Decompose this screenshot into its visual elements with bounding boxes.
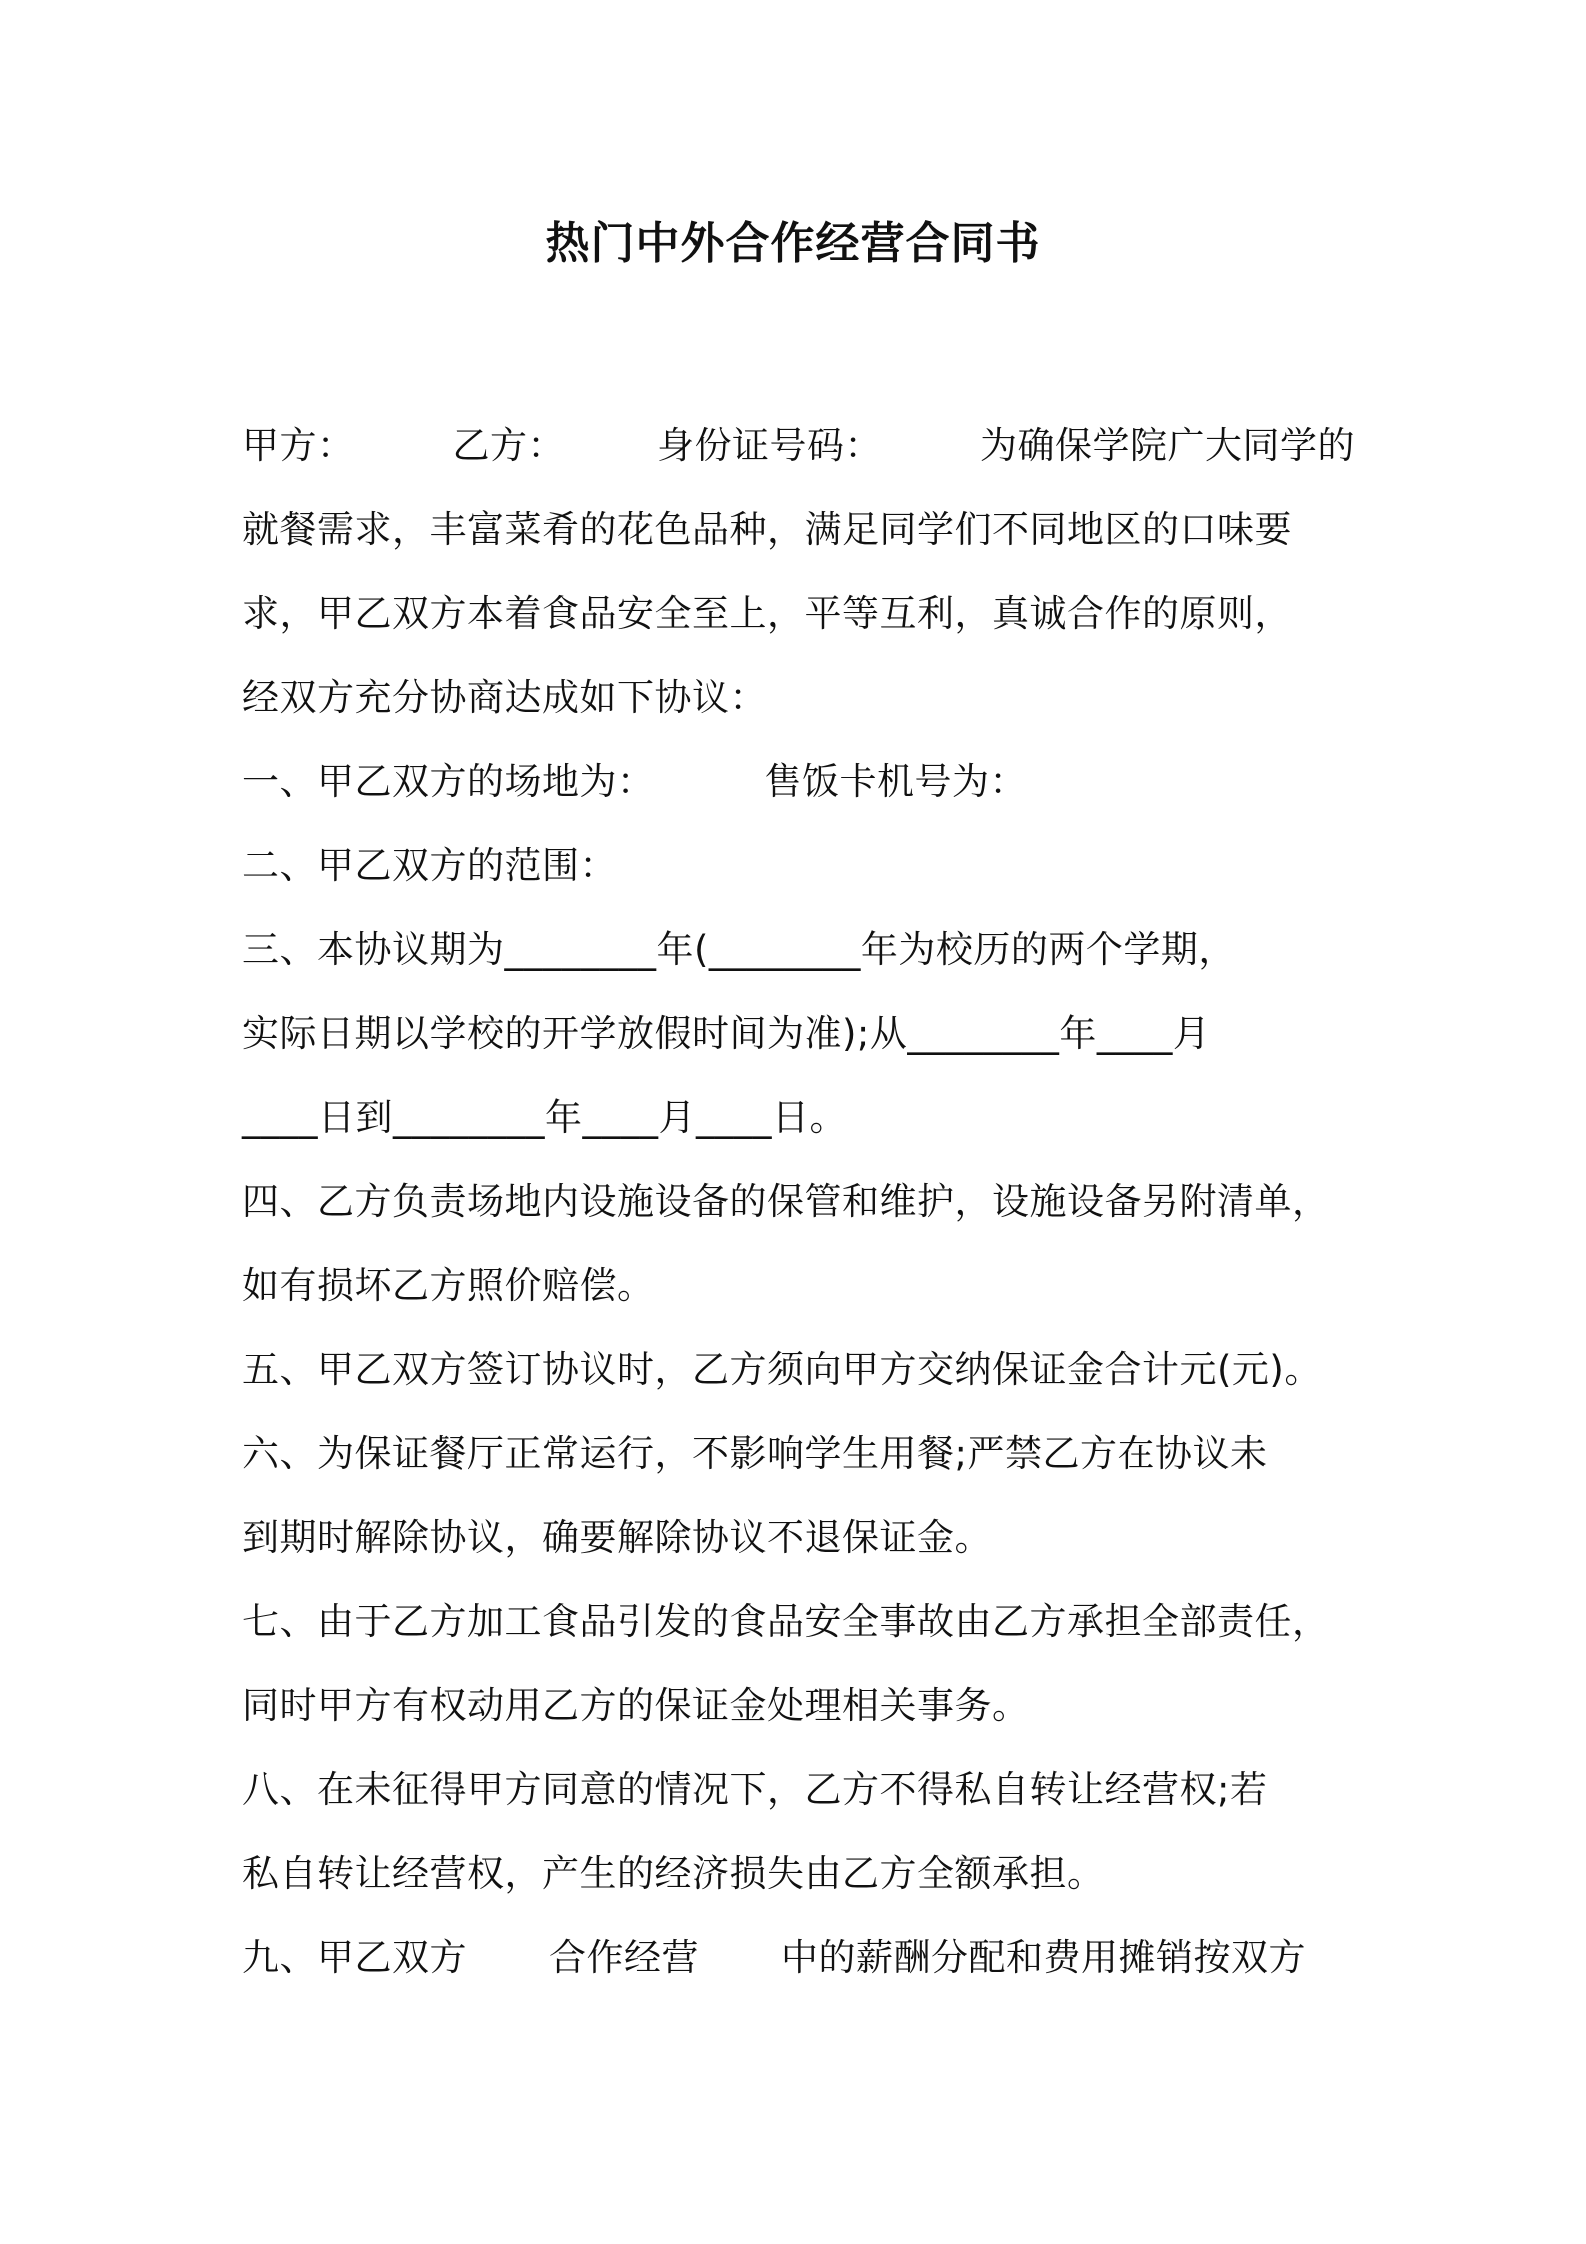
party-a-label: 甲方：	[242, 424, 355, 467]
clause-9-part3: 中的薪酬分配和费用摊销按双方	[781, 1936, 1306, 1979]
clause-1-venue: 一、甲乙双方的场地为：	[242, 760, 655, 803]
clause-8-line: 八、在未征得甲方同意的情况下，乙方不得私自转让经营权;若	[242, 1768, 1268, 1811]
clause-2: 二、甲乙双方的范围：	[242, 844, 617, 887]
clause-7-line: 七、由于乙方加工食品引发的食品安全事故由乙方承担全部责任，	[242, 1600, 1330, 1643]
id-number-label: 身份证号码：	[657, 424, 882, 467]
clause-3-line: ____日到________年____月____日。	[242, 1096, 847, 1139]
clause-6-line: 六、为保证餐厅正常运行，不影响学生用餐;严禁乙方在协议未	[242, 1432, 1268, 1475]
party-b-label: 乙方：	[452, 424, 565, 467]
clause-8-line: 私自转让经营权，产生的经济损失由乙方全额承担。	[242, 1852, 1105, 1895]
intro-line: 经双方充分协商达成如下协议：	[242, 676, 767, 719]
document-title: 热门中外合作经营合同书	[545, 218, 1041, 269]
clause-4-line: 如有损坏乙方照价赔偿。	[242, 1264, 655, 1307]
clause-3-line: 三、本协议期为________年(________年为校历的两个学期，	[242, 928, 1236, 971]
clause-9	[242, 1916, 1362, 2000]
clause-7-line: 同时甲方有权动用乙方的保证金处理相关事务。	[242, 1684, 1030, 1727]
clause-1-card-machine: 售饭卡机号为：	[764, 760, 1027, 803]
clause-6-line: 到期时解除协议，确要解除协议不退保证金。	[242, 1516, 992, 1559]
clause-9-part1: 九、甲乙双方	[242, 1936, 467, 1979]
header-line	[242, 404, 1362, 488]
intro-line: 求，甲乙双方本着食品安全至上，平等互利，真诚合作的原则，	[242, 592, 1292, 635]
clause-3-line: 实际日期以学校的开学放假时间为准);从________年____月	[242, 1012, 1211, 1055]
intro-line: 就餐需求，丰富菜肴的花色品种，满足同学们不同地区的口味要	[242, 508, 1292, 551]
document-body	[242, 404, 1362, 2000]
clause-9-part2: 合作经营	[549, 1936, 699, 1979]
clause-4-line: 四、乙方负责场地内设施设备的保管和维护，设施设备另附清单，	[242, 1180, 1330, 1223]
clause-1	[242, 740, 1362, 824]
clause-5: 五、甲乙双方签订协议时，乙方须向甲方交纳保证金合计元(元)。	[242, 1348, 1322, 1391]
intro-start: 为确保学院广大同学的	[980, 424, 1355, 467]
